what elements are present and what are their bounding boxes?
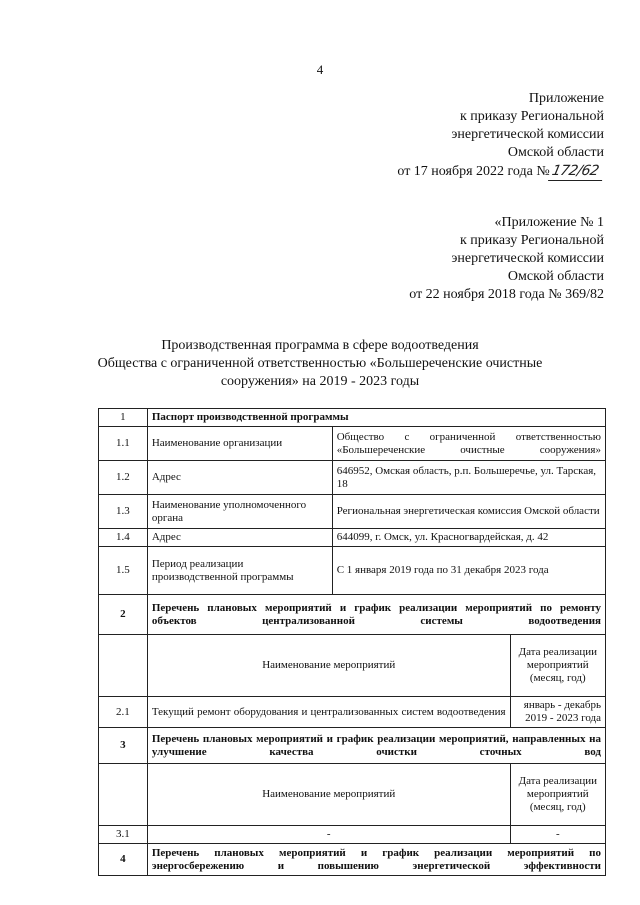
- section-title: Паспорт производственной программы: [147, 409, 605, 427]
- table-row: [99, 495, 606, 529]
- row-number: 1.1: [99, 427, 148, 461]
- table-row: [99, 529, 606, 547]
- table-header-row: [99, 635, 606, 697]
- table-header-row: [99, 764, 606, 826]
- activity-date: -: [510, 826, 605, 844]
- empty-cell: [99, 635, 148, 697]
- row-label: Наименование уполномоченного органа: [147, 495, 332, 529]
- annex-date-text: от 17 ноября 2022 года №: [397, 164, 550, 179]
- column-header-name: Наименование мероприятий: [147, 764, 510, 826]
- title-line-3: сооружения» на 2019 - 2023 годы: [220, 374, 420, 389]
- section-title: Перечень плановых мероприятий и график реализации мероприятий, направленных на улучшение качества очистки сточных вод: [147, 728, 605, 764]
- document-title: [60, 337, 580, 391]
- section-row: [99, 844, 606, 876]
- row-label: Период реализации производственной программы: [147, 547, 332, 595]
- section-number: 1: [99, 409, 148, 427]
- title-line-2: Общества с ограниченной ответственностью «Большереченские очистные: [97, 356, 543, 371]
- prev-annex-title: «Приложение № 1: [494, 215, 604, 230]
- row-number: 1.2: [99, 461, 148, 495]
- prev-annex-date-line: от 22 ноября 2018 года № 369/82: [409, 287, 604, 302]
- title-line-1: Производственная программа в сфере водоотведения: [161, 338, 479, 353]
- table-row: [99, 461, 606, 495]
- activity-name: Текущий ремонт оборудования и централизованных систем водоотведения: [147, 697, 510, 728]
- table-row: [99, 826, 606, 844]
- column-header-date: Дата реализации мероприятий (месяц, год): [510, 635, 605, 697]
- row-number: 1.4: [99, 529, 148, 547]
- handwritten-order-number: 172/62: [548, 162, 606, 181]
- activity-date: январь - декабрь 2019 - 2023 года: [510, 697, 605, 728]
- annex-header-previous: [409, 214, 604, 304]
- section-row: [99, 595, 606, 635]
- section-title: Перечень плановых мероприятий и график реализации мероприятий по ремонту объектов централизованной системы водоотведения: [147, 595, 605, 635]
- section-title: Перечень плановых мероприятий и график реализации мероприятий по энергосбережению и повышению энергетической эффективности: [147, 844, 605, 876]
- table-row: [99, 547, 606, 595]
- prev-annex-order-line: к приказу Региональной: [459, 233, 604, 248]
- row-number: 1.3: [99, 495, 148, 529]
- row-value: С 1 января 2019 года по 31 декабря 2023 года: [332, 547, 605, 595]
- column-header-name: Наименование мероприятий: [147, 635, 510, 697]
- section-number: 2: [99, 595, 148, 635]
- annex-header-current: [397, 90, 604, 181]
- annex-title: Приложение: [528, 91, 604, 106]
- row-label: Адрес: [147, 461, 332, 495]
- prev-annex-region-line: Омской области: [507, 269, 604, 284]
- row-label: Наименование организации: [147, 427, 332, 461]
- section-number: 3: [99, 728, 148, 764]
- annex-commission-line: энергетической комиссии: [451, 127, 604, 142]
- row-number: 2.1: [99, 697, 148, 728]
- section-row: [99, 728, 606, 764]
- section-row: [99, 409, 606, 427]
- row-number: 1.5: [99, 547, 148, 595]
- annex-region-line: Омской области: [507, 145, 604, 160]
- activity-name: -: [147, 826, 510, 844]
- table-row: [99, 427, 606, 461]
- annex-order-line: к приказу Региональной: [459, 109, 604, 124]
- row-value: Общество с ограниченной ответственностью «Большереченские очистные сооружения»: [332, 427, 605, 461]
- row-number: 3.1: [99, 826, 148, 844]
- section-number: 4: [99, 844, 148, 876]
- prev-annex-commission-line: энергетической комиссии: [451, 251, 604, 266]
- production-program-table: [98, 408, 606, 876]
- row-value: 644099, г. Омск, ул. Красногвардейская, д. 42: [332, 529, 605, 547]
- page-number: 4: [316, 62, 324, 77]
- row-value: 646952, Омская область, р.п. Большеречье, ул. Тарская, 18: [332, 461, 605, 495]
- table-row: [99, 697, 606, 728]
- annex-date-line: [397, 162, 604, 181]
- row-value: Региональная энергетическая комиссия Омской области: [332, 495, 605, 529]
- empty-cell: [99, 764, 148, 826]
- column-header-date: Дата реализации мероприятий (месяц, год): [510, 764, 605, 826]
- row-label: Адрес: [147, 529, 332, 547]
